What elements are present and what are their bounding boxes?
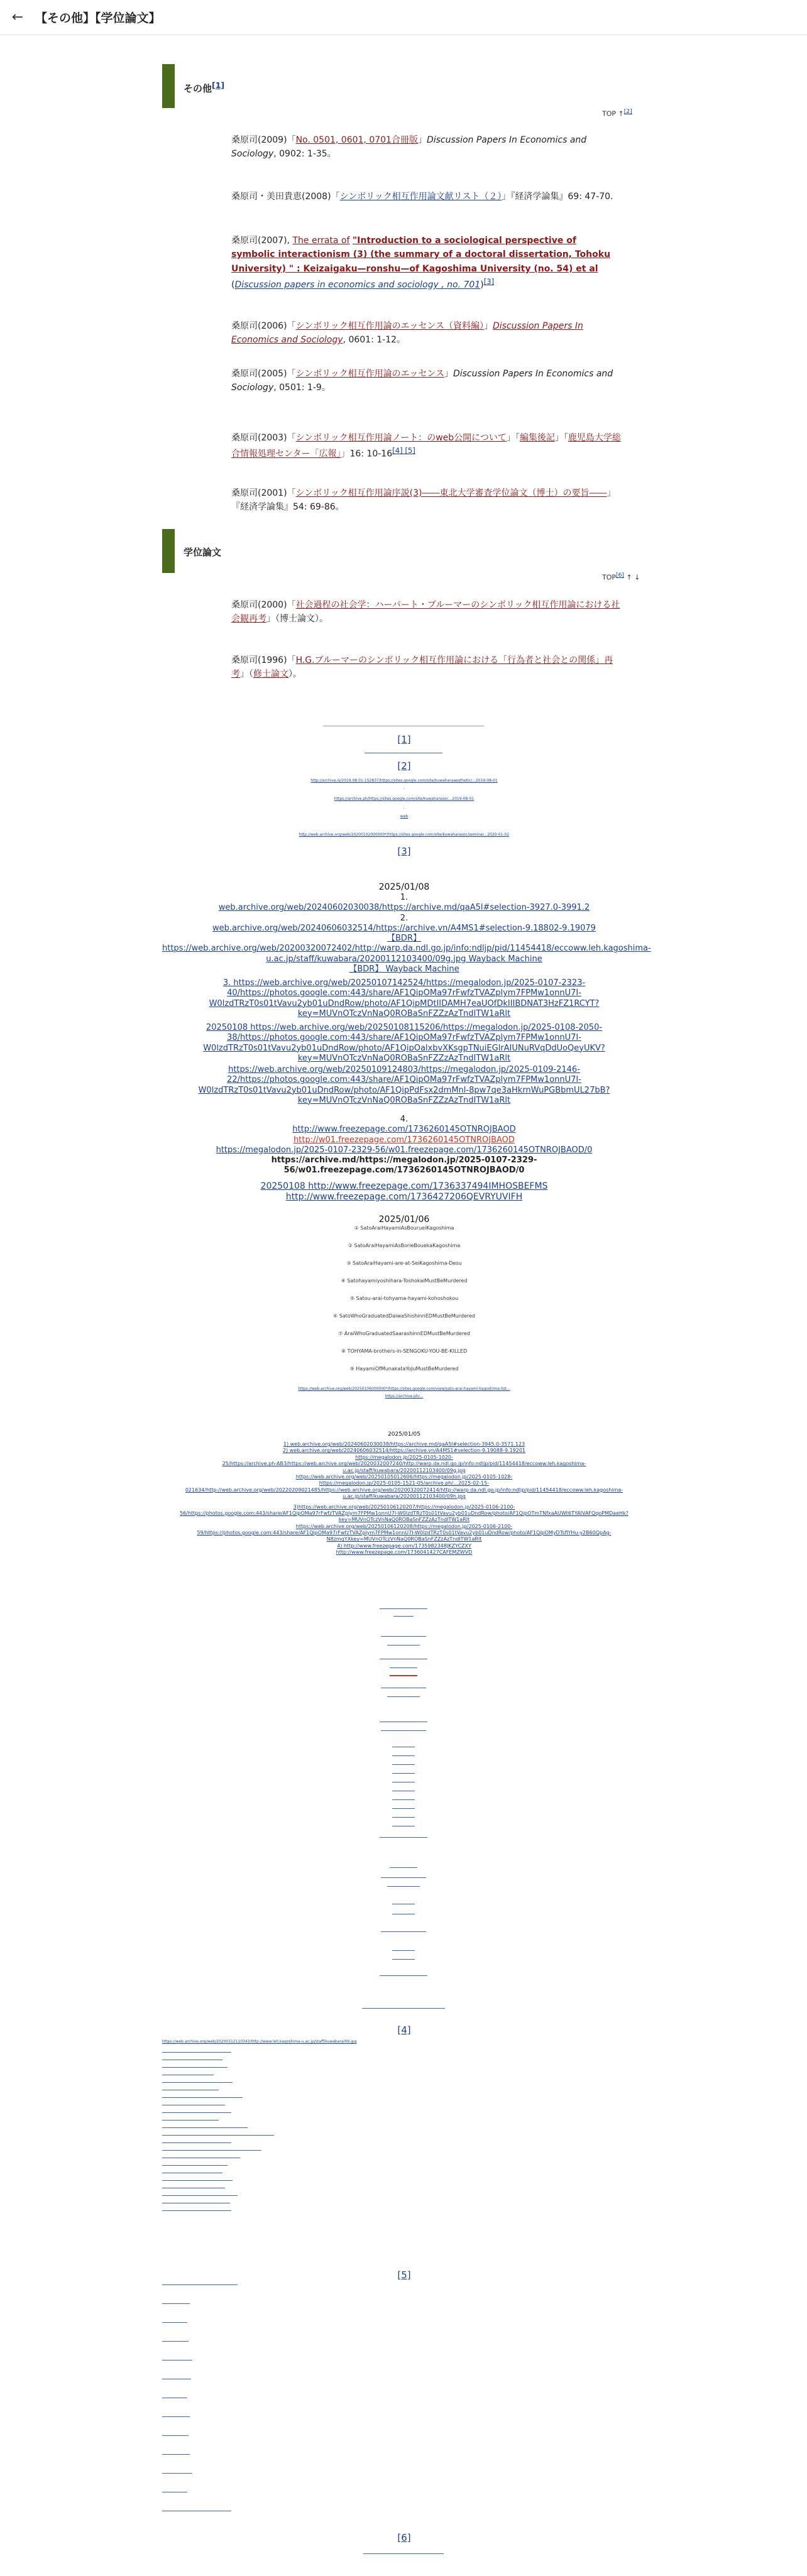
arrow-left-icon[interactable]: ← bbox=[11, 9, 24, 25]
entry-text: 」『経済学論集』54: 69-86。 bbox=[231, 488, 616, 513]
list-item bbox=[231, 190, 622, 204]
archive-link[interactable]: https://web.archive.org/web/20250106120208/https://megalodon.jp/2025-0106-2100- bbox=[295, 1523, 513, 1529]
link-stub[interactable] bbox=[392, 1764, 415, 1765]
footnote-ref-4-5[interactable]: [4] [5] bbox=[392, 446, 415, 456]
freezepage-link[interactable]: http://www.freezepage.com/1736041427CAFEMZWVD bbox=[336, 1549, 473, 1556]
link-stub[interactable] bbox=[162, 2142, 231, 2143]
link-stub[interactable] bbox=[392, 1773, 415, 1774]
entry-text: 」 bbox=[483, 321, 493, 331]
link-stub[interactable] bbox=[162, 2082, 233, 2083]
list-item: ⑤ Satou-arai-tohyama-hayami-kohoshokou bbox=[349, 1296, 459, 1301]
section-title-text: その他 bbox=[184, 83, 212, 94]
archive-link[interactable]: 20250108 https://web.archive.org/web/20250108115206/https://megalodon.jp/2025-0108-2050-38/https://photos.google.com:443/share/AF1QipOMa97rFwfzTVAZplym7FPMw1onnU7I-W0lzdTRzT0s01tVavu2yb01uDndRow/photo/AF1QipOalxbvXKsgpTNuiEGlrAIUNuRVqDdUoQeyUKV?key=MUVnOTczVnNaQ0ROBaSnFZZzAzTndITW1aRlt bbox=[203, 1023, 605, 1063]
freezepage-link[interactable]: 4) http://www.freezepage.com/1735982348JKZYCZXY bbox=[337, 1542, 471, 1549]
entry-text: 」 bbox=[417, 135, 427, 145]
link-stub[interactable] bbox=[162, 2165, 228, 2166]
link-stub[interactable] bbox=[392, 1808, 415, 1809]
link-stub[interactable] bbox=[387, 1886, 420, 1887]
link-stub[interactable] bbox=[162, 2180, 233, 2181]
date-label: 2025/01/06 bbox=[378, 1214, 430, 1225]
entry-journal: Discussion Papers In Economics and Sociology bbox=[231, 369, 613, 393]
link-stub[interactable] bbox=[162, 2303, 190, 2304]
freezepage-link[interactable]: http://www.freezepage.com/1736260145OTNROJBAOD bbox=[292, 1125, 516, 1135]
entry-author: 桑原司(2007), bbox=[231, 236, 290, 246]
entry-text: ）。 bbox=[288, 669, 302, 680]
link-stub[interactable] bbox=[380, 1975, 427, 1976]
freezepage-link[interactable]: http://www.freezepage.com/1736427206QEVRYUVIFH bbox=[285, 1192, 523, 1202]
archive-link[interactable]: web.archive.org/web/20240602030038/https://archive.md/qaA5l#selection-3927.0-3991.2 bbox=[218, 903, 590, 913]
top-link bbox=[602, 108, 632, 118]
link-stub[interactable] bbox=[162, 2150, 261, 2151]
list-3 bbox=[162, 1441, 646, 1556]
link-stub[interactable] bbox=[381, 1636, 426, 1637]
section-heading-thesis bbox=[162, 529, 646, 573]
megalodon-link[interactable]: https://megalodon.jp/2025-0107-2329-56/w01.freezepage.com/1736260145OTNROJBAOD/0 bbox=[216, 1145, 593, 1155]
section-title: 学位論文 bbox=[184, 547, 222, 558]
link-stub[interactable] bbox=[162, 2435, 189, 2436]
entry-bold-link[interactable]: "Introduction to a sociological perspective of symbolic interactionism (3) (the summary of a doctoral dissertation, Tohoku University) " : Keizaigaku—ronshu—of Kagoshima University (no. 54) et al bbox=[231, 236, 611, 274]
megalodon-link[interactable]: https://megalodon.jp/2025-0105-1521-05/archive.ph/...2025-02-15- bbox=[319, 1480, 490, 1487]
photos-link[interactable]: 59/https://photos.google.com:443/share/AF1QipOMa97rFwfzTVAZplym7FPMw1onnU7I-W0lzdTRzT0s01tVavu2yb01uDndRow/photo/AF1QipOMyDTsflYHu-y2B60QpAg-N8zmqYXkey=MUVnOTczVnNaQ0ROBaSnFZZzAzTndITW1aRlt bbox=[197, 1530, 612, 1542]
freezepage-link[interactable]: 20250108 http://www.freezepage.com/1736337494IMHOSBEFMS bbox=[260, 1181, 548, 1191]
list-item: ⑦ AraiWhoGraduatedSaarashinnEDMustBeMurdered bbox=[338, 1331, 470, 1336]
footnote-ref-6[interactable]: [6] bbox=[616, 572, 624, 579]
footnote-3-block bbox=[162, 893, 651, 1203]
link-stub[interactable] bbox=[162, 2416, 190, 2417]
link-stub[interactable] bbox=[362, 2008, 445, 2009]
list-item bbox=[231, 653, 622, 682]
link-stub[interactable] bbox=[162, 2210, 231, 2211]
archive-link[interactable]: https://web.archive.org/web/20250105012606/https://megalodon.jp/2025-0105-1028- bbox=[295, 1473, 513, 1480]
date-label: 2025/01/08 bbox=[378, 882, 430, 892]
list-item: ④ Satohayamiyoshihara-ToshokaiMustBeMurdered bbox=[341, 1278, 468, 1284]
list-item bbox=[231, 133, 622, 161]
entry-link[interactable]: シンボリック相互作用論序説(3)――東北大学審査学位論文（博士）の要旨―― bbox=[295, 488, 607, 498]
footnote-2-sep: - bbox=[403, 806, 405, 810]
entry-text: , 0902: 1-35。 bbox=[273, 149, 336, 160]
link-stub[interactable] bbox=[387, 1696, 420, 1697]
archive-link[interactable]: https://web.archive.org/web/20250109124803/https://megalodon.jp/2025-0109-2146-22/https://photos.google.com:443/share/AF1QipOMa97rFwfzTVAZplym7FPMw1onnU7I-W0lzdTRzT0s01tVavu2yb01uDndRow/photo/AF1QipPdFsx2dmMnl-8pw7qe3aHkrnWuPGBbmUL27bB?key=MUVnOTczVnNaQ0ROBaSnFZZzAzTndITW1aRlt bbox=[198, 1065, 610, 1105]
entry-text: 」（博士論文）。 bbox=[266, 614, 328, 625]
footnote-2[interactable]: [2] bbox=[397, 760, 411, 772]
list-item: ⑨ HayamiOfMunakataYoJuMustBeMurdered bbox=[349, 1366, 459, 1372]
archive-link[interactable]: https://web.archive.org/web/20250106000000*/https://sites.google.com/view/sato-arai-hayami-kagoshima-list... bbox=[298, 1387, 510, 1391]
footnote-2-sep: - bbox=[403, 787, 405, 791]
list-item bbox=[231, 319, 622, 347]
footnote-3[interactable]: [3] bbox=[397, 846, 411, 857]
link-stub[interactable] bbox=[381, 1730, 426, 1731]
entry-link[interactable]: No. 0501, 0601, 0701合冊版 bbox=[295, 135, 418, 145]
top-link bbox=[602, 572, 640, 582]
photos-link[interactable]: 56/https://photos.google.com:443/share/AF1QipOMa97rFwfzTVAZplym7FPMw1onnU7I-W0lzdTRzT0s01tVavu2yb01uDndRow/photo/AF1QipOTmTNfxaAUWt6TYAIVAFQqoPMDaeHk?key=MUVnOTczVnNaQ0ROBaSnFZZzAzTndITW1aRlt bbox=[180, 1510, 629, 1523]
top-link-text[interactable]: TOP bbox=[602, 573, 617, 582]
list-item: 桑原司(2007), The errata of "Introduction to a sociological perspective of symbolic interactionism (3) (the summary of a doctoral dissertation, Tohoku University) " : Keizaigaku—ronshu—of Kagoshima University (no. 54) et al (Discussion papers in economics and sociology , no. 701)[3] bbox=[231, 236, 611, 290]
link-stub[interactable] bbox=[380, 1837, 427, 1838]
link-stub[interactable] bbox=[390, 1867, 417, 1868]
archive-link[interactable]: 3. https://web.archive.org/web/20250107142524/https://megalodon.jp/2025-0107-2323-40/https://photos.google.com:443/share/AF1QipOMa97rFwfzTVAZplym7FPMw1onnU7I-W0lzdTRzT0s01tVavu2yb01uDndRow/photo/AF1QipMDtIIDAMH7eaUOfDkIIIBDNAT3HzFZ1RCYT?key=MUVnOTczVnNaQ0ROBaSnFZZzAzTndITW1aRlt bbox=[209, 978, 600, 1018]
section-title bbox=[184, 80, 224, 95]
footnote-2-link[interactable]: web bbox=[400, 814, 409, 819]
date-label: 2025/01/05 bbox=[388, 1431, 420, 1438]
link-stub[interactable] bbox=[162, 2112, 231, 2113]
list-item: ⑧ TOHYAMA-brothers-in-SENGOKU-YOU-BE-KILLED bbox=[341, 1348, 468, 1354]
top-arrows[interactable]: ↑ ↓ bbox=[626, 573, 640, 582]
link-stub[interactable] bbox=[392, 1755, 415, 1756]
link-stub[interactable] bbox=[162, 2135, 274, 2136]
footnote-2-link[interactable]: http://web.archive.org/web/20200102000000*/https://sites.google.com/site/kuwaharasoc/seminar...2020-01-02 bbox=[299, 832, 510, 837]
entry-text: , 0601: 1-12。 bbox=[343, 335, 406, 346]
entry-link[interactable]: H.G.ブルーマーのシンボリック相互作用論における「行為者と社会との関係」再考 bbox=[231, 655, 613, 680]
entry-journal: Discussion Papers In Economics and Sociology bbox=[231, 135, 587, 160]
link-stub[interactable] bbox=[393, 1616, 414, 1617]
archive-link[interactable]: web.archive.org/web/20240606032514/https://archive.vn/A4MS1#selection-9.18802-9.19079 bbox=[212, 923, 596, 933]
link-stub[interactable] bbox=[392, 1817, 415, 1818]
link-stub[interactable] bbox=[381, 1877, 426, 1878]
link-stub[interactable] bbox=[390, 1667, 417, 1668]
footnote-1[interactable]: [1] bbox=[397, 734, 411, 745]
archive-link[interactable]: 25/https://archive.ph-AB3/https://web.archive.org/web/2020032007240/http://warp.da.ndl.go.jp/info:ndljp/pid/11454418/eccoww.leh.kagoshima-u.ac.jp/staff/kuwabara/20200112103400/09g.jpg bbox=[222, 1461, 586, 1473]
list-item: ① SatoAraiHayamiAsBourueiKagoshima bbox=[354, 1225, 454, 1231]
footnote-2-link[interactable]: http://archive.is/2019.08.01-152837/https://sites.google.com/site/kuwaharaaesthetic/...2019-08-01 bbox=[310, 778, 498, 783]
top-link-text[interactable]: TOP ↑ bbox=[602, 109, 624, 118]
list-item: ⑥ SatoWhoGraduatedDaiwaShishinnEDMustBeMurdered bbox=[332, 1313, 476, 1319]
entry-link[interactable]: 鹿児島大学総合情報処理センター「広報」 bbox=[231, 433, 621, 460]
section-bar bbox=[162, 64, 175, 108]
list-item bbox=[231, 598, 622, 626]
link-stub[interactable] bbox=[392, 1959, 415, 1960]
entry-author: 桑原司(1996)「 bbox=[231, 655, 296, 665]
archive-link[interactable]: 【BDR】https://web.archive.org/web/20200320072402/http://warp.da.ndl.go.jp/info:ndljp/pid/11454418/eccoww.leh.kagoshima-u.ac.jp/staff/kuwabara/20200112103400/09g.jpg Wayback Machine bbox=[162, 934, 651, 964]
link-stub[interactable] bbox=[162, 2195, 238, 2196]
entry-link[interactable]: 修士論文 bbox=[253, 669, 288, 680]
footnote-ref-2[interactable]: [2] bbox=[623, 108, 632, 115]
entry-text: 」16: 10-16 bbox=[341, 449, 393, 460]
entry-text: 」 bbox=[444, 369, 453, 379]
list-item bbox=[231, 431, 622, 461]
footnote-6-link-bar[interactable] bbox=[363, 2553, 444, 2554]
link-stub[interactable] bbox=[380, 1608, 427, 1609]
link-stub[interactable] bbox=[392, 1950, 415, 1951]
entry-author: 桑原司(2000)「 bbox=[231, 600, 296, 610]
list-item: 1. bbox=[400, 893, 409, 902]
link-stub[interactable] bbox=[381, 1931, 426, 1932]
entry-author: 桑原司(2009)「 bbox=[231, 135, 296, 145]
footnote-5[interactable]: [5] bbox=[397, 2269, 411, 2281]
link-stub[interactable] bbox=[162, 2097, 243, 2098]
footnote-4[interactable]: [4] bbox=[397, 2024, 411, 2036]
footnote-ref-3[interactable]: [3] bbox=[483, 277, 495, 287]
archive-link[interactable]: https://archive.ph/... bbox=[385, 1394, 424, 1399]
entry-author: 桑原司・美田貴恵(2008)「 bbox=[231, 192, 340, 202]
entry-link[interactable]: シンボリック相互作用論ノート：のweb公開について bbox=[295, 433, 507, 443]
footnote-6[interactable]: [6] bbox=[397, 2532, 411, 2543]
section-bar bbox=[162, 529, 175, 573]
archive-text: https://archive.md/https://megalodon.jp/2025-0107-2329-56/w01.freezepage.com/1736260145OTNROJBAOD/0 bbox=[271, 1155, 537, 1176]
entry-text: 」『経済学論集』69: 47-70. bbox=[502, 192, 613, 202]
list-item bbox=[231, 486, 622, 515]
link-stub[interactable] bbox=[162, 2284, 238, 2285]
top-bar bbox=[0, 0, 807, 35]
list-item bbox=[231, 367, 622, 395]
archive-link[interactable]: 1) web.archive.org/web/20240602030038/https://archive.md/qaA5l#selection-3945.0-3571.123 bbox=[283, 1441, 525, 1447]
link-stub[interactable] bbox=[162, 2067, 228, 2068]
entry-author: 桑原司(2003)「 bbox=[231, 433, 296, 443]
entry-link[interactable]: シンボリック相互作用論文献リスト（２） bbox=[339, 192, 502, 202]
entry-author: 桑原司(2006)「 bbox=[231, 321, 296, 331]
entry-text: 」（ bbox=[240, 669, 253, 680]
list-item: 4. bbox=[400, 1115, 409, 1124]
archive-link[interactable]: 3)https://web.archive.org/web/20250106120207/https://megalodon.jp/2025-0106-2100- bbox=[293, 1504, 515, 1510]
list-2 bbox=[162, 1225, 646, 1399]
list-item: ② SatoAraiHayamiAsBorieBouekaKagoshima bbox=[348, 1243, 461, 1248]
archive-link[interactable]: 【BDR】 Wayback Machine bbox=[349, 964, 459, 974]
page-title: 【その他】【学位論文】 bbox=[35, 11, 161, 25]
list-item: ③ SatoAraiHayami-are-at-SeiKagoshima-Desu bbox=[346, 1260, 462, 1266]
entry-link[interactable]: シンボリック相互作用論のエッセンス（資料編） bbox=[295, 321, 484, 331]
entry-text: , 0501: 1-9。 bbox=[273, 383, 331, 393]
archive-link[interactable]: 2) web.archive.org/web/20240606032514/https://archive.vn/A4MS1#selection-9.19088-9.19201 bbox=[282, 1448, 526, 1454]
link-stub[interactable] bbox=[392, 1799, 415, 1800]
entry-author: 桑原司(2005)「 bbox=[231, 369, 296, 379]
link-stub-highlighted[interactable] bbox=[390, 1675, 417, 1676]
footnote-ref-1[interactable]: [1] bbox=[212, 80, 225, 90]
entry-text: 」「 bbox=[554, 433, 568, 443]
link-stub[interactable] bbox=[162, 2322, 187, 2323]
freezepage-link[interactable]: http://w01.freezepage.com/1736260145OTNROJBAOD bbox=[294, 1135, 515, 1145]
link-stub[interactable] bbox=[162, 2473, 192, 2474]
entry-link[interactable]: The errata of bbox=[292, 236, 350, 246]
entry-text: 」「 bbox=[506, 433, 520, 443]
archive-link[interactable]: 021634/http://web.archive.org/web/20220209021485/https://web.archive.org/web/20200320072414/http://warp.da.ndl.go.jp/info:ndljp/pid/11454418/eccoww.leh.kagoshima-u.ac.jp/staff/kuwabara/20200112103400/09h.jpg bbox=[185, 1487, 623, 1500]
entry-link[interactable]: 編集後記 bbox=[519, 433, 555, 443]
link-stub[interactable] bbox=[162, 2127, 248, 2128]
entry-journal-link[interactable]: Discussion papers in economics and sociology , no. 701 bbox=[234, 280, 481, 290]
link-stub[interactable] bbox=[162, 2052, 231, 2053]
link-stub[interactable] bbox=[162, 2454, 190, 2455]
section-heading-other bbox=[162, 64, 646, 108]
link-stub[interactable] bbox=[162, 2341, 189, 2342]
entry-link[interactable]: シンボリック相互作用論のエッセンス bbox=[295, 369, 444, 379]
megalodon-link[interactable]: https://megalodon.jp/2025-0105-1020- bbox=[355, 1454, 453, 1460]
entry-journal-link[interactable]: Discussion Papers In Economics and Sociology bbox=[231, 321, 583, 346]
entry-author: 桑原司(2001)「 bbox=[231, 488, 296, 498]
entry-link[interactable]: 社会過程の社会学：ハーバート・ブルーマーのシンボリック相互作用論における社会観再考 bbox=[231, 600, 620, 625]
footnote-2-link[interactable]: https://archive.ph/https://sites.google.com/site/kuwaharasoc...2019-08-01 bbox=[334, 797, 475, 801]
footnote-4-link[interactable]: https://web.archive.org/web/20200312110343/http://www.leh.kagoshima-u.ac.jp/staff/kuwabara/09.jpg bbox=[162, 2039, 357, 2044]
list-item: 2. bbox=[400, 913, 409, 923]
